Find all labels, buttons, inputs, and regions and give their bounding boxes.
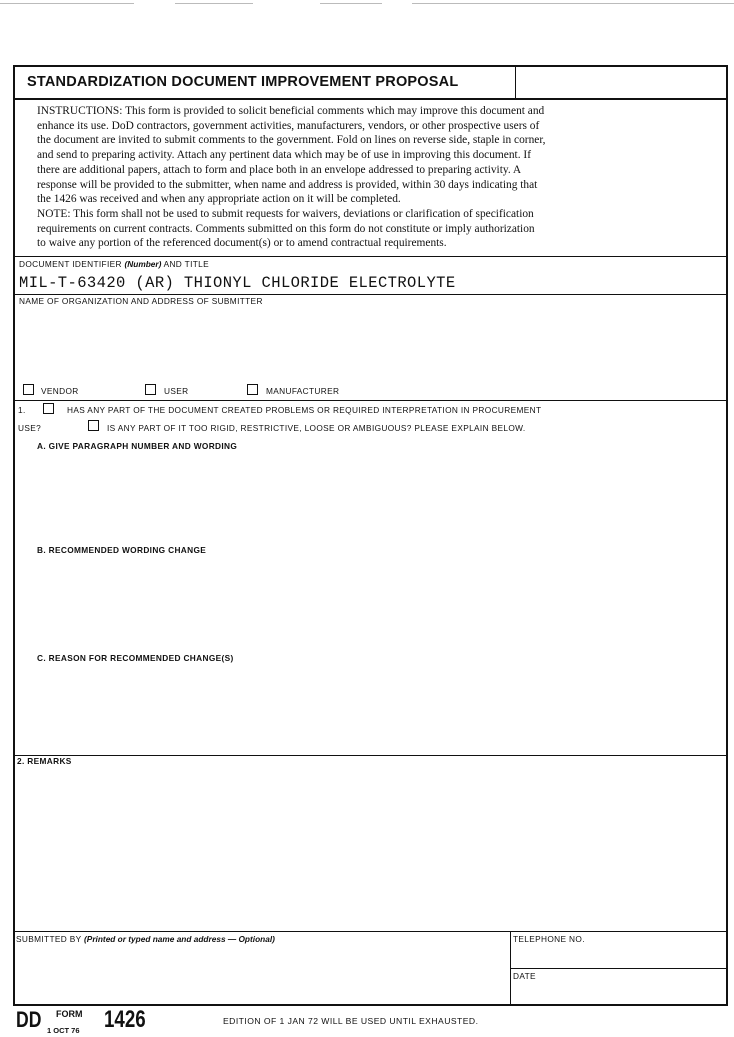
instructions-line: to waive any portion of the referenced document(s) or to amend contractual requirements.	[37, 237, 447, 250]
header-blank-cell[interactable]	[517, 67, 726, 98]
submitter-org-label: NAME OF ORGANIZATION AND ADDRESS OF SUBMITTER	[19, 296, 263, 306]
form-date: 1 OCT 76	[47, 1026, 80, 1035]
form-word: FORM	[56, 1009, 83, 1019]
instructions-line: requirements on current contracts. Comments submitted on this form do not constitute or imply authorization	[37, 222, 535, 235]
question1-checkbox-b[interactable]	[88, 420, 99, 431]
scan-edge-mark	[175, 3, 253, 4]
scan-edge-mark	[0, 3, 134, 4]
part-b-field[interactable]	[19, 559, 719, 649]
document-identifier-label	[19, 259, 209, 269]
vendor-checkbox[interactable]	[23, 384, 34, 395]
part-b-label: B. RECOMMENDED WORDING CHANGE	[37, 545, 207, 555]
document-identifier-field[interactable]: MIL-T-63420 (AR) THIONYL CHLORIDE ELECTROLYTE	[19, 274, 456, 292]
user-checkbox[interactable]	[145, 384, 156, 395]
document-identifier-label-suffix: AND TITLE	[163, 259, 209, 269]
remarks-bottom-rule	[13, 931, 728, 932]
instructions-line: the 1426 was received and when any appropriate action on it will be completed.	[37, 193, 401, 206]
submitted-by-label-main: SUBMITTED BY	[16, 934, 82, 944]
question1-text-a: HAS ANY PART OF THE DOCUMENT CREATED PROBLEMS OR REQUIRED INTERPRETATION IN PROCUREMENT	[67, 405, 542, 415]
document-identifier-label-main: DOCUMENT IDENTIFIER	[19, 259, 122, 269]
submitted-by-field[interactable]	[16, 948, 506, 1002]
part-a-field[interactable]	[19, 455, 719, 540]
submitter-org-field[interactable]	[19, 310, 719, 380]
telephone-bottom-rule	[510, 968, 728, 969]
user-label: USER	[164, 386, 189, 396]
date-label: DATE	[513, 971, 536, 981]
manufacturer-label: MANUFACTURER	[266, 386, 340, 396]
instructions-line: response will be provided to the submitter, when name and address is provided, within 30 days indicating that	[37, 178, 538, 191]
instructions-line: there are additional papers, attach to form and place both in an envelope addressed to preparing activity. A	[37, 163, 522, 176]
instructions-line: enhance its use. DoD contractors, government activities, manufacturers, vendors, or other prospective users of	[37, 119, 540, 132]
instructions-block	[37, 104, 713, 251]
question1-use-prefix: USE?	[18, 423, 42, 433]
question1-text-b: IS ANY PART OF IT TOO RIGID, RESTRICTIVE, LOOSE OR AMBIGUOUS? PLEASE EXPLAIN BELOW.	[107, 423, 526, 433]
document-identifier-label-number: (Number)	[124, 259, 162, 269]
vendor-label: VENDOR	[41, 386, 79, 396]
instructions-line: NOTE: This form shall not be used to submit requests for waivers, deviations or clarification of specification	[37, 207, 534, 220]
header-bottom-rule	[13, 98, 728, 100]
question1-checkbox-a[interactable]	[43, 403, 54, 414]
submitted-by-label	[16, 934, 275, 944]
instructions-line: and send to preparing activity. Attach any pertinent data which may be of use in improving this document. If	[37, 149, 531, 162]
part-a-label: A. GIVE PARAGRAPH NUMBER AND WORDING	[37, 441, 238, 451]
header-divider	[515, 65, 516, 99]
docid-bottom-rule	[13, 294, 728, 295]
remarks-label: 2. REMARKS	[17, 756, 72, 766]
question1-bottom-rule	[13, 755, 728, 756]
telephone-label: TELEPHONE NO.	[513, 934, 585, 944]
manufacturer-checkbox[interactable]	[247, 384, 258, 395]
submitted-by-label-italic: (Printed or typed name and address — Optional)	[84, 934, 275, 944]
instructions-line: INSTRUCTIONS: This form is provided to solicit beneficial comments which may improve this document and	[37, 105, 545, 117]
instructions-line: the document are invited to submit comments to the government. Fold on lines on reverse side, staple in corner,	[37, 134, 546, 147]
part-c-label: C. REASON FOR RECOMMENDED CHANGE(S)	[37, 653, 234, 663]
scan-edge-mark	[320, 3, 382, 4]
edition-note: EDITION OF 1 JAN 72 WILL BE USED UNTIL EXHAUSTED.	[223, 1016, 479, 1026]
remarks-field[interactable]	[17, 770, 722, 925]
form-title: STANDARDIZATION DOCUMENT IMPROVEMENT PROPOSAL	[27, 74, 459, 90]
instructions-bottom-rule	[13, 256, 728, 257]
dd-mark: DD	[16, 1007, 42, 1032]
submitter-bottom-rule	[13, 400, 728, 401]
form-number: 1426	[104, 1006, 146, 1033]
scan-edge-mark	[412, 3, 734, 4]
question1-number: 1.	[18, 405, 26, 415]
part-c-field[interactable]	[19, 667, 719, 751]
date-field[interactable]	[513, 983, 725, 1003]
telephone-field[interactable]	[513, 946, 725, 966]
